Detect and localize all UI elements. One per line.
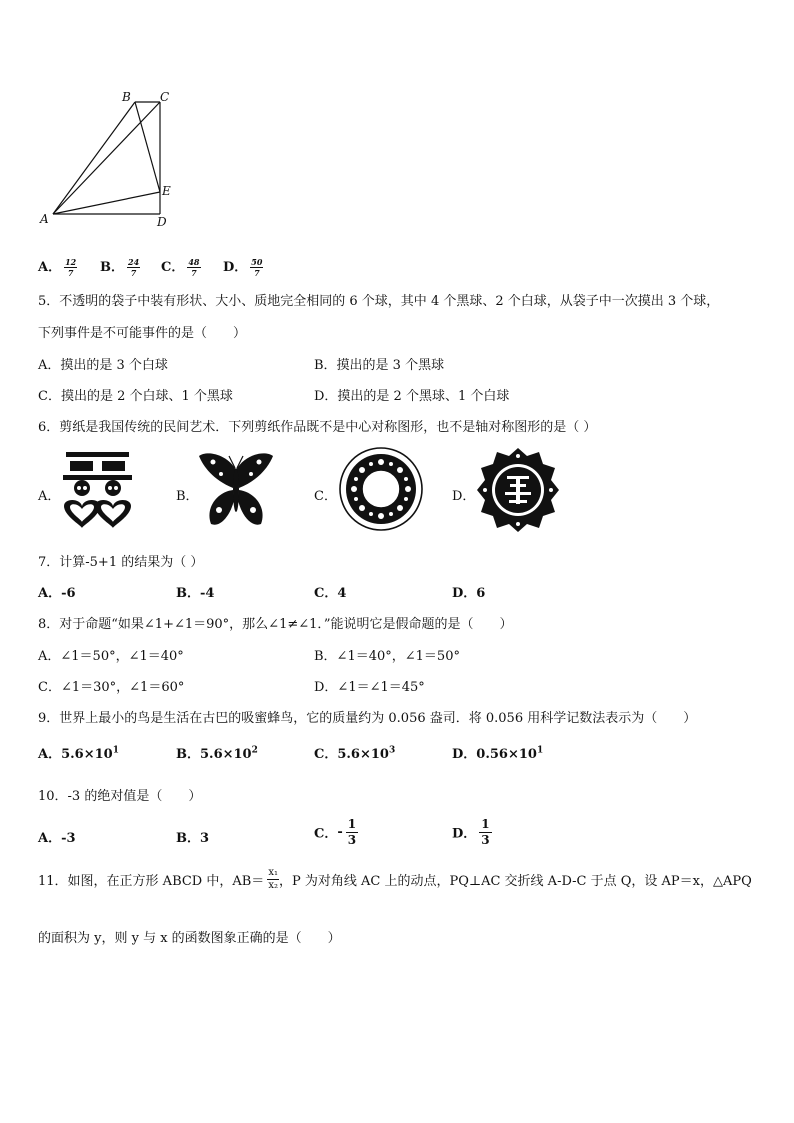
q5-stem-line2: 下列事件是不可能事件的是（ ） [38, 326, 247, 341]
q5-option-c[interactable]: C．摸出的是 2 个白球、1 个黑球 [38, 389, 233, 404]
q9-option-c[interactable]: C．$5.6\times 10^3$ [314, 745, 396, 762]
label-A: A [40, 212, 49, 226]
quadrilateral-diagram [38, 88, 188, 233]
butterfly-icon [197, 450, 275, 534]
ring-pattern-icon [338, 446, 424, 536]
q7-option-c[interactable]: C．4 [314, 586, 347, 601]
q4-option-a[interactable]: A． $\frac{12}{7}$ [38, 257, 77, 278]
q10-option-d[interactable]: D． $\frac{1}{3}$ [452, 817, 490, 847]
q10-stem: 10．-3 的绝对值是（ ） [38, 789, 202, 804]
q8-option-d[interactable]: D．∠1＝∠1＝45° [314, 680, 425, 695]
q11-stem-line1: 11．如图，在正方形 ABCD 中，AB＝ $\frac{\text{x₁}}{\text{x₂}}$ ，P 为对角线 AC 上的动点，PQ⊥AC 交折线 A-D-C 于点 Q，设 AP＝x，△APQ [38, 867, 752, 891]
geometry-figure [38, 88, 188, 233]
q5-option-d[interactable]: D．摸出的是 2 个黑球、1 个白球 [314, 389, 510, 404]
label-C: C [160, 90, 170, 104]
q6-stem: 6．剪纸是我国传统的民间艺术．下列剪纸作品既不是中心对称图形，也不是轴对称图形的是（ ） [38, 420, 597, 435]
double-happiness-icon [60, 448, 135, 534]
q9-option-b[interactable]: B．$5.6\times 10^2$ [176, 745, 258, 762]
q10-option-b[interactable]: B．3 [176, 831, 210, 846]
q10-option-a[interactable]: A．-3 [38, 831, 76, 846]
q4-option-c[interactable]: C． $\frac{48}{7}$ [161, 257, 200, 278]
label-E: E [162, 184, 171, 198]
q5-stem-line1: 5．不透明的袋子中装有形状、大小、质地完全相同的 6 个球，其中 4 个黑球、2 个白球，从袋子中一次摸出 3 个球， [38, 294, 720, 309]
q5-option-a[interactable]: A．摸出的是 3 个白球 [38, 358, 168, 373]
label-B: B [122, 90, 131, 104]
q6-option-a-label[interactable]: A． [38, 489, 61, 504]
q11-stem-line2: 的面积为 y，则 y 与 x 的函数图象正确的是（ ） [38, 931, 341, 946]
q11-fraction: $\frac{\text{x₁}}{\text{x₂}}$ [268, 867, 278, 891]
q6-option-d-label[interactable]: D． [452, 489, 476, 504]
q8-option-b[interactable]: B．∠1＝40°，∠1＝50° [314, 649, 460, 664]
label-D: D [157, 215, 167, 229]
q7-option-d[interactable]: D．6 [452, 586, 486, 601]
q7-stem: 7．计算-5+1 的结果为（ ） [38, 555, 204, 570]
q4-option-b[interactable]: B． $\frac{24}{7}$ [100, 257, 140, 278]
q5-option-b[interactable]: B．摸出的是 3 个黑球 [314, 358, 445, 373]
medallion-icon [475, 446, 561, 538]
q9-stem: 9．世界上最小的鸟是生活在古巴的吸蜜蜂鸟，它的质量约为 0.056 盎司．将 0.056 用科学记数法表示为（ ） [38, 711, 697, 726]
q10-option-c[interactable]: C．- $\frac{1}{3}$ [314, 817, 357, 847]
q9-option-a[interactable]: A．$5.6\times 10^1$ [38, 745, 119, 762]
q8-option-a[interactable]: A．∠1＝50°，∠1＝40° [38, 649, 184, 664]
q7-option-a[interactable]: A．-6 [38, 586, 76, 601]
q8-option-c[interactable]: C．∠1＝30°，∠1＝60° [38, 680, 185, 695]
q6-option-b-label[interactable]: B． [176, 489, 199, 504]
q8-stem: 8．对于命题“如果∠1+∠1＝90°，那么∠1≠∠1．”能说明它是假命题的是（ ） [38, 617, 513, 632]
q4-option-d[interactable]: D． $\frac{50}{7}$ [223, 257, 263, 278]
q6-option-c-label[interactable]: C． [314, 489, 337, 504]
q7-option-b[interactable]: B．-4 [176, 586, 215, 601]
q9-option-d[interactable]: D．$0.56\times 10^1$ [452, 745, 544, 762]
